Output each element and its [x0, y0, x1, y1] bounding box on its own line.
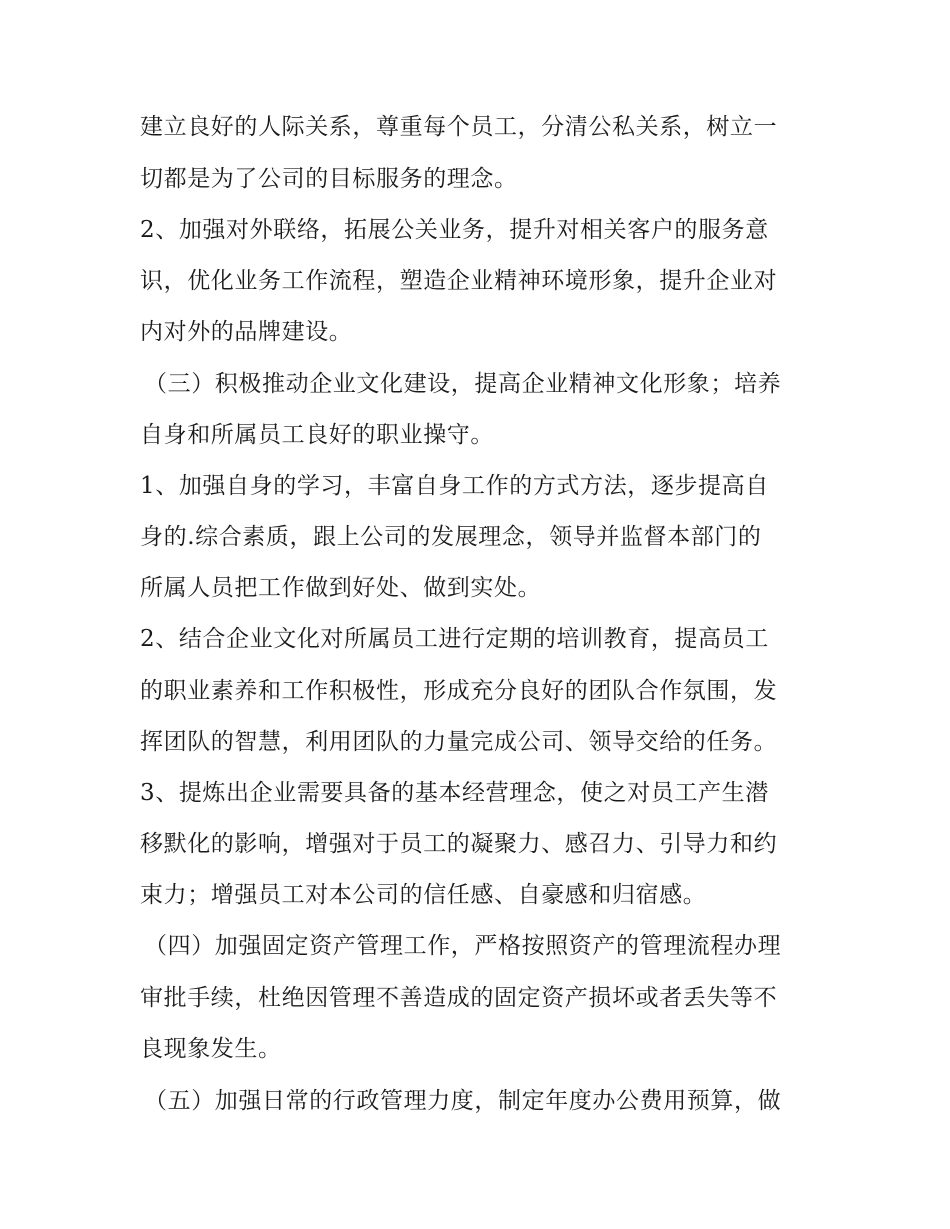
section-heading-line: （四）加强固定资产管理工作，严格按照资产的管理流程办理	[144, 933, 782, 959]
text-line: 识，优化业务工作流程，塑造企业精神环境形象，提升企业对	[140, 268, 778, 294]
text-line: 1、加强自身的学习，丰富自身工作的方式方法，逐步提高自	[140, 473, 769, 499]
text-line: 2、结合企业文化对所属员工进行定期的培训教育，提高员工	[140, 626, 769, 652]
text-line: 建立良好的人际关系，尊重每个员工，分清公私关系，树立一	[140, 114, 778, 140]
text-line: 所属人员把工作做到好处、做到实处。	[140, 575, 542, 601]
section-heading-line: （五）加强日常的行政管理力度，制定年度办公费用预算，做	[144, 1088, 782, 1114]
text-line: 身的.综合素质，跟上公司的发展理念，领导并监督本部门的	[140, 524, 762, 550]
text-line: 审批手续，杜绝因管理不善造成的固定资产损坏或者丢失等不	[140, 985, 778, 1011]
text-line: 良现象发生。	[140, 1036, 282, 1062]
text-line: 切都是为了公司的目标服务的理念。	[140, 166, 518, 192]
text-line: 自身和所属员工良好的职业操守。	[140, 422, 494, 448]
text-line: 移默化的影响，增强对于员工的凝聚力、感召力、引导力和约	[140, 831, 778, 857]
text-line: 束力；增强员工对本公司的信任感、自豪感和归宿感。	[140, 882, 707, 908]
text-line: 的职业素养和工作积极性，形成充分良好的团队合作氛围，发	[140, 678, 778, 704]
section-heading-line: （三）积极推动企业文化建设，提高企业精神文化形象；培养	[144, 371, 782, 397]
text-line: 2、加强对外联络，拓展公关业务，提升对相关客户的服务意	[140, 217, 769, 243]
text-line: 3、提炼出企业需要具备的基本经营理念，使之对员工产生潜	[140, 780, 769, 806]
text-line: 挥团队的智慧，利用团队的力量完成公司、领导交给的任务。	[140, 729, 778, 755]
text-line: 内对外的品牌建设。	[140, 319, 353, 345]
